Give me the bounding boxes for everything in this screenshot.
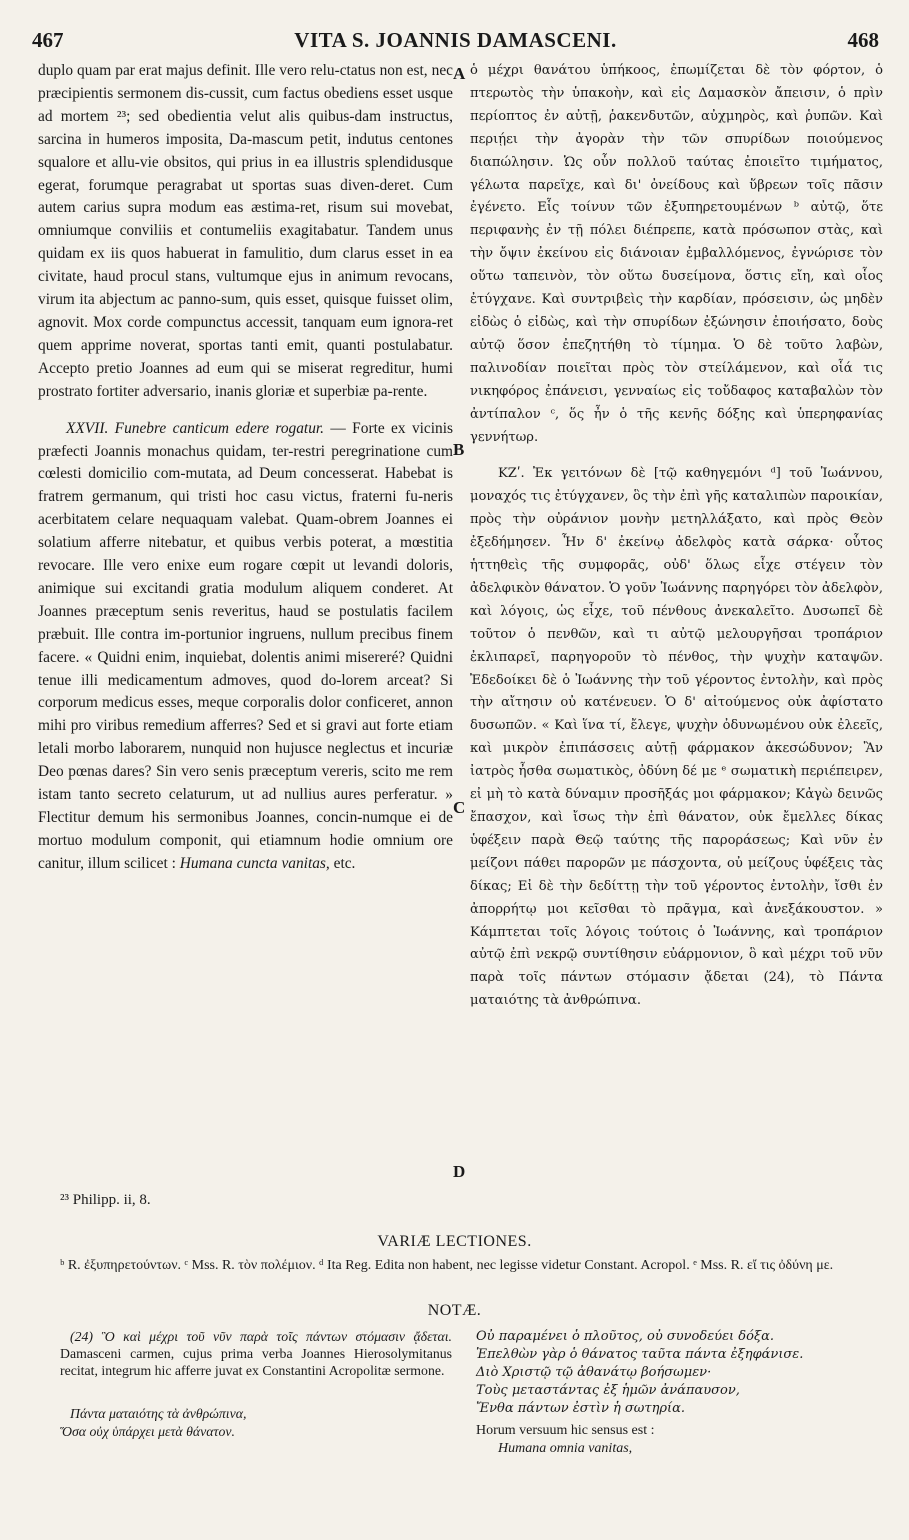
latin-paragraph-1: duplo quam par erat majus definit. Ille vero relu-ctatus non est, nec præcipientis sermonem dis-cussit, cum factus obediens esset usque ad mortem ²³; sed obedientia velut alis quibus-dam instructus, sarcina in humeros imposita, Da-mascum petit, indutus centones squalore et allu-vie obsitos, qui prius in ea illustris splendidusque egerat, forumque peragrabat ut sportas suas diven-deret. Cum autem carius supra modum eas æstima-ret, risum sui movebat, omniumque conviliis et contumeliis exagitabatur. Tandem unus quidam ex iis quos habuerat in famulitio, dum clarus esset in ea civitate, haud procul stans, vultumque ejus in animum revocans, virum ita abjectum ac panno-sum, quis esset, quisque fuisset olim, agnovit. Mox corde compunctus accessit, tanquam eum ignora-ret quem apprime noverat, sportas tanti emit, quanti postulabatur. Accepto pretio Joannes ad eum qui se miserat regreditur, humi prostrato fortiter adversario, inanis gloriæ et superbiæ pa-rente.: [38, 62, 453, 400]
variae-lectiones-text: ᵇ R. ἐξυπηρετούντων. ᶜ Mss. R. τὸν πολέμιον. ᵈ Ita Reg. Edita non habent, nec legisse videtur Constant. Acropol. ᵉ Mss. R. εἴ τις ὀδύνη με.: [60, 1258, 834, 1273]
margin-marker-a: A: [453, 64, 466, 83]
greek-column: [470, 60, 883, 1013]
footnote: ²³ Philipp. ii, 8.: [60, 1192, 151, 1208]
latin-hymn-incipit: Humana cuncta vanitas,: [179, 854, 330, 872]
greek-paragraph-1: ὁ μέχρι θανάτου ὑπήκοος, ἐπωμίζεται δὲ τὸν φόρτον, ὁ πτερωτὸς τὴν ὑπακοὴν, καὶ εἰς Δαμασκὸν ἄπεισιν, ὁ πρὶν περίοπτος ἐν αὐτῇ, ῥακενδυτῶν, αὐχμηρὸς, καὶ ῥυπῶν. Καὶ περιῄει τὴν ἀγορὰν τὴν τῶν σπυρίδων ποιούμενος διαπώλησιν. Ὡς οὖν πολλοῦ ταύτας ἐποιεῖτο τιμήματος, γέλωτα παρεῖχε, καὶ δι' ὀνείδους καὶ ὕβρεων τοῖς πᾶσιν ἐγένετο. Εἷς τοίνυν τῶν ἐξυπηρετουμένων ᵇ αὐτῷ, ὅτε περιφανὴς ἐν τῇ πόλει διέπρεπε, κατὰ πρόσωπον στὰς, καὶ τὴν ὄψιν ἐκείνου εἰς διάνοιαν ἐμβαλλόμενος, ἐγνώρισε τὸν οὕτω ταπεινὸν, τὸν οὕτω δυσείμονα, ὅστις εἴη, καὶ οἷος ἐτύγχανε. Καὶ συντριβεὶς τὴν καρδίαν, πρόσεισιν, ὡς μηδὲν εἰδὼς ὁ εἰδὼς, καὶ τὴν σπυρίδων ἐξώνησιν ἐποιήσατο, δοὺς αὐτῷ ὅσον ἐπεζητήθη τὸ τίμημα. Ὁ δὲ τοῦτο λαβὼν, παλινοδίαν ποιεῖται πρὸς τὸν στείλάμενον, καὶ οἷά τις νικηφόρος ἐπάνεισι, γενναίως εἰς τοὔδαφος καταβαλὼν τὸν ἀντίπαλον ᶜ, ὅς ἦν ὁ τῆς κενῆς δόξης καὶ ὑπερηφανίας γεννήτωρ.: [470, 63, 883, 445]
hymn-verse-3: Οὐ παραμένει ὁ πλοῦτος, οὐ συνοδεύει δόξα.: [476, 1329, 775, 1344]
note-24-text: Damasceni carmen, cujus prima verba Joannes Hierosolymitanus recitat, integrum hic afferre juvat ex Constantini Acropolitæ sermone.: [60, 1346, 452, 1378]
hymn-verse-2: Ὅσα οὐχ ὑπάρχει μετὰ θάνατον.: [60, 1424, 235, 1439]
translation-intro: Horum versuum hic sensus est :: [476, 1423, 655, 1438]
variae-lectiones-heading: VARIÆ LECTIONES.: [377, 1233, 532, 1250]
running-title: VITA S. JOANNIS DAMASCENI.: [294, 28, 617, 52]
running-header: [32, 28, 879, 56]
latin-paragraph-2: [38, 418, 453, 876]
hymn-verse-4: Ἐπελθὼν γὰρ ὁ θάνατος ταῦτα πάντα ἐξηφάνισε.: [476, 1347, 804, 1362]
latin-column: [38, 60, 453, 876]
notae-heading: NOTÆ.: [427, 1302, 482, 1319]
page-number-right: 468: [847, 28, 879, 52]
notes-left-column: [60, 1328, 452, 1441]
hymn-verse-7: Ἔνθα πάντων ἐστὶν ἡ σωτηρία.: [476, 1401, 686, 1416]
notes-right-column: [476, 1328, 896, 1458]
greek-paragraph-2: ΚΖʹ. Ἐκ γειτόνων δὲ [τῷ καθηγεμόνι ᵈ] τοῦ Ἰωάννου, μοναχός τις ἐτύγχανεν, ὃς τὴν ἐπὶ γῆς καταλιπὼν παροικίαν, πρὸς τὴν οὐράνιον μονὴν μετηλλάξατο, καὶ πρὸς Θεὸν ἐξεδήμησεν. Ἦν δ' ἐκείνῳ ἀδελφὸς κατὰ σάρκα· οὗτος ἡττηθεὶς τῆς συμφορᾶς, οὐδ' ὅλως εἶχε στέγειν τὸν ἀδελφικὸν θάνατον. Ὁ γοῦν Ἰωάννης παρηγόρει τὸν ἀδελφὸν, καὶ λόγοις, ὡς εἶχε, τοῦ πένθους ἀνεκαλεῖτο. Δυσωπεῖ δὲ τοῦτον ὁ πενθῶν, καὶ τι αὐτῷ μελουργῆσαι τροπάριον ἐκλιπαρεῖ, παρηγοροῦν τὸ πένθος, τὴν ψυχὴν καταψῶν. Ἐδεδοίκει δὲ ὁ Ἰωάννης τὴν τοῦ γέροντος ἐντολὴν, καὶ πρὸς τὴν αἴτησιν οὐ κατένευεν. Ὁ δ' αἰτούμενος οὐκ ἀφίστατο δυσωπῶν. « Καὶ ἵνα τί, ἔλεγε, ψυχὴν ὀδυνωμένου οὐκ ἐλεεῖς, καὶ μικρὸν ἐπιπάσσεις αὐτῇ φάρμακον ἀκεσώδυνον; Ἂν ἰατρὸς ἦσθα σωματικὸς, ὀδύνη δέ με ᵉ σωματικὴ περιέπειρεν, εἰ μὴ τὸ κατὰ δύναμιν προσῆξάς μοι φάρμακον; Κἀγὼ δεινῶς ἔπασχον, καὶ ἴσως τὴν ἐπὶ θάνατον, οὐκ ἔμελλες δίκας ὑφέξειν παρὰ Θεῷ ταύτης τῆς παροράσεως; Καὶ νῦν ἐν μείζονι πάθει παρορῶν με πάσχοντα, οὐ μείζους ὑφέξεις τὰς δίκας; Εἰ δὲ τὴν δεδίττῃ τὴν τοῦ γέροντος ἐντολὴν, ἴσθι ἐν ἀπορρήτῳ μοι κεῖσθαι τὸ πρᾶγμα, καὶ ἀνεξάκουστον. » Κάμπτεται τοῖς λόγοις τούτοις ὁ Ἰωάννης, καὶ τροπάριον αὐτῷ ἐπὶ νεκρῷ συντίθησιν εὐάρμονιον, ὃ καὶ μέχρι τοῦ νῦν παρὰ τοῖς πάντων στόμασιν ᾄδεται (24), τὸ Πάντα ματαιότης τὰ ἀνθρώπινα.: [470, 466, 883, 1009]
hymn-verse-5: Διὸ Χριστῷ τῷ ἀθανάτῳ βοήσωμεν·: [476, 1365, 712, 1380]
note-24-lemma: (24) Ὃ καὶ μέχρι τοῦ νῦν παρὰ τοῖς πάντων στόμασιν ᾄδεται.: [70, 1329, 452, 1344]
translation-verse: Humana omnia vanitas,: [498, 1441, 633, 1456]
latin-paragraph-2-end: etc.: [329, 854, 356, 872]
margin-marker-d: D: [453, 1162, 466, 1181]
hymn-verse-6: Τοὺς μεταστάντας ἐξ ἡμῶν ἀνάπαυσον,: [476, 1383, 740, 1398]
hymn-verses-left: [60, 1405, 452, 1441]
margin-marker-c: C: [453, 798, 466, 817]
margin-marker-b: B: [453, 440, 465, 459]
latin-paragraph-2-text: — Forte ex vicinis præfecti Joannis monachus quidam, ter-restri peregrinatione cum cœlesti domicilio com-mutata, ad Deum concesserat. Habebat is fratrem germanum, qui tristi hoc casu victus, fraterni fu-neris acerbitatem celare nequaquam valebat. Quam-obrem Joannes ei solatium afferre nitebatur, et quibus verbis poterat, a mœstitia revocare. Ille vero enixe eum rogare cœpit ut levandi doloris, animique sui excitandi gratia modulum aliquem conderet. At Joannes præceptum senis reveritus, haud se postulatis facilem præbuit. Ille contra im-portunior ingruens, nullum precibus finem facere. « Quidni enim, inquiebat, dolentis animi misereré? Quidni tenue illi medicamentum admoves, quod do-lorem arceat? Si corporum medicus esses, meque corporalis dolor conficeret, annon mihi pro viribus remedium afferres? Sed et si gravi aut forte etiam letali morbo laborarem, nunquid non hujusce neglectus et incuriæ Deo pœnas dares? Sin vero senis præceptum vereris, scito me rem istam tanto secreto celaturum, ut ad nullius aures perferatur. » Flectitur demum his sermonibus Joannes, concin-numque ei de mortuo modulum componit, qui etiamnum hodie omnium ore canitur, illum scilicet :: [38, 419, 453, 872]
note-24: [60, 1328, 452, 1379]
page-number-left: 467: [32, 28, 64, 52]
hymn-verse-1: Πάντα ματαιότης τὰ ἀνθρώπινα,: [70, 1406, 247, 1421]
latin-chapter-title: XXVII. Funebre canticum edere rogatur.: [66, 419, 325, 437]
